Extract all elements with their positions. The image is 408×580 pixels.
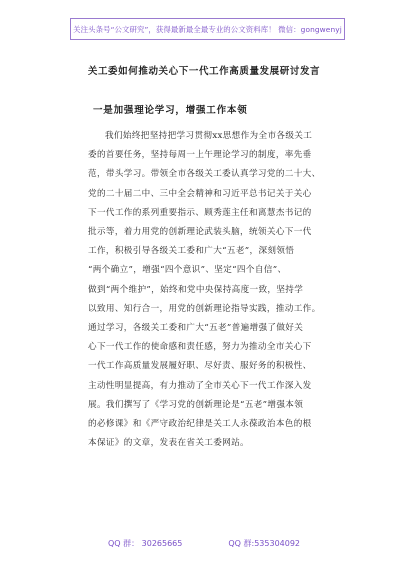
body-paragraph: [88, 127, 324, 453]
paragraph-line: 批示等，着力用党的创新理论武装头脑，统领关心下一代: [88, 227, 312, 238]
paragraph-line: 委的首要任务，坚持每周一上午理论学习的制度，率先垂: [88, 150, 312, 161]
header-notice-box: [70, 18, 345, 40]
footer-qq-group-2: QQ 群:535304092: [228, 539, 301, 548]
section-heading: 一是加强理论学习，增强工作本领: [93, 105, 248, 116]
document-title: 关工委如何推动关心下一代工作高质量发展研讨发言: [87, 66, 321, 77]
paragraph-line: 主动性明显提高，有力推动了全市关心下一代工作深入发: [88, 380, 312, 391]
footer: [0, 538, 408, 549]
paragraph-line: 本保证》的文章，发表在省关工委网站。: [88, 438, 249, 449]
paragraph-line: 以致用、知行合一，用党的创新理论指导实践，推动工作。: [88, 303, 321, 314]
paragraph-line: 做到“两个维护”，始终和党中央保持高度一致，坚持学: [88, 284, 304, 295]
paragraph-line: 一代工作高质量发展履好职、尽好责、服好务的积极性、: [88, 361, 312, 372]
paragraph-line: 的必修课》和《严守政治纪律是关工人永葆政治本色的根: [88, 419, 312, 430]
paragraph-line: 我们始终把坚持把学习贯彻xx思想作为全市各级关工: [105, 131, 313, 141]
paragraph-line: 工作，积极引导各级关工委和广大“五老”，深刻领悟: [88, 246, 295, 257]
paragraph-line: “两个确立”，增强“四个意识”、坚定“四个自信”、: [88, 265, 287, 276]
footer-qq-group-1: QQ 群： 30265665: [107, 539, 183, 548]
header-notice-text: 关注头条号“公文研究”，获得最新最全最专业的公文资料库！ 微信：gongwenyj: [73, 24, 342, 34]
paragraph-line: 展。我们撰写了《学习党的创新理论是“五老”增强本领: [88, 399, 304, 410]
paragraph-line: 下一代工作的系列重要指示、顾秀莲主任和离慧杰书记的: [88, 207, 312, 218]
paragraph-line: 通过学习，各级关工委和广大“五老”普遍增强了做好关: [88, 323, 304, 334]
paragraph-line: 心下一代工作的使命感和责任感，努力为推动全市关心下: [88, 342, 312, 353]
paragraph-line: 范，带头学习。带领全市各级关工委认真学习党的二十大、: [88, 169, 321, 180]
paragraph-line: 党的二十届二中、三中全会精神和习近平总书记关于关心: [88, 188, 312, 199]
